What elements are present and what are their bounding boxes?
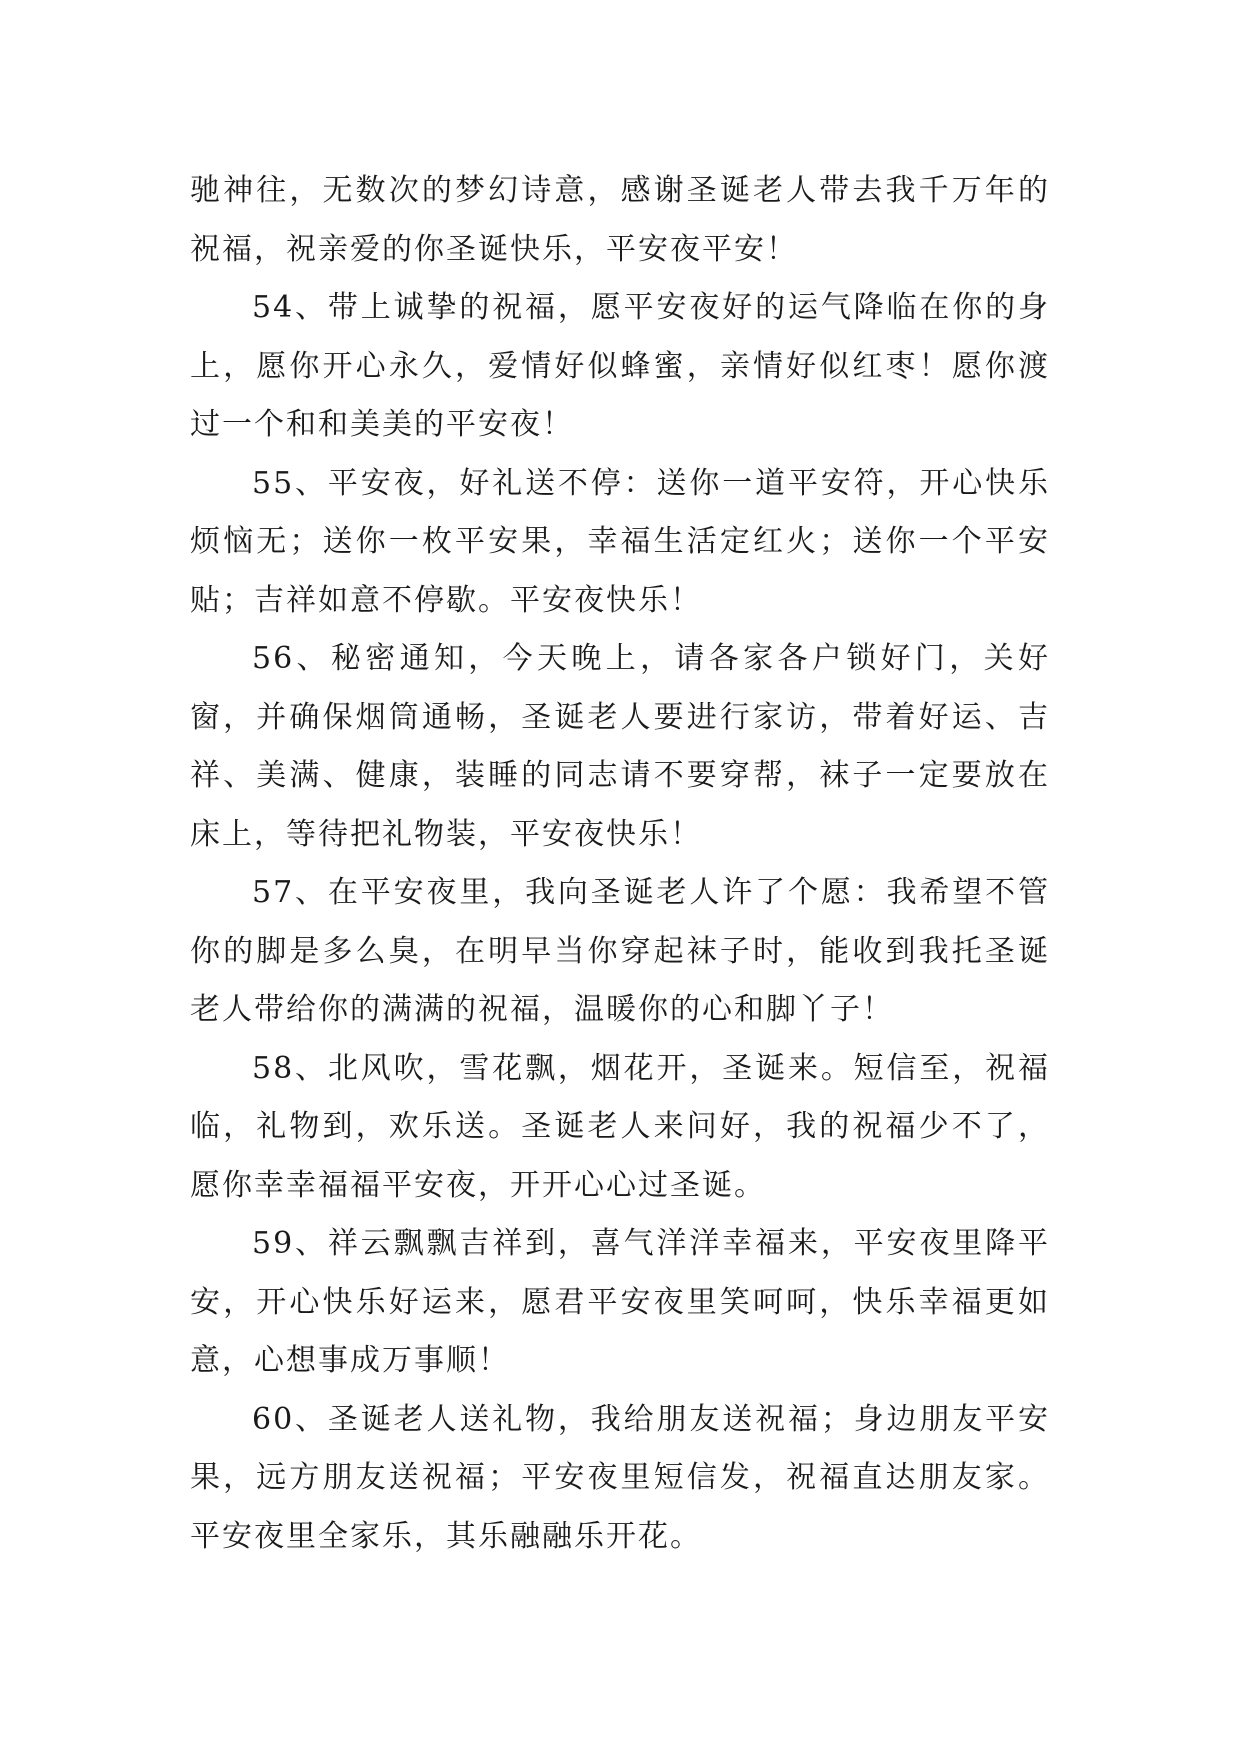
- paragraph-continuation: 驰神往，无数次的梦幻诗意，感谢圣诞老人带去我千万年的祝福，祝亲爱的你圣诞快乐，平安夜平安！: [190, 173, 1050, 267]
- paragraph-55: 55、平安夜，好礼送不停：送你一道平安符，开心快乐烦恼无；送你一枚平安果，幸福生活定红火；送你一个平安贴；吉祥如意不停歇。平安夜快乐！: [190, 465, 1050, 618]
- document-body: [190, 162, 1050, 1566]
- paragraph-58: 58、北风吹，雪花飘，烟花开，圣诞来。短信至，祝福临，礼物到，欢乐送。圣诞老人来问好，我的祝福少不了，愿你幸幸福福平安夜，开开心心过圣诞。: [190, 1050, 1050, 1203]
- paragraph-54: 54、带上诚挚的祝福，愿平安夜好的运气降临在你的身上，愿你开心永久，爱情好似蜂蜜，亲情好似红枣！愿你渡过一个和和美美的平安夜！: [190, 290, 1050, 442]
- paragraph-56: 56、秘密通知，今天晚上，请各家各户锁好门，关好窗，并确保烟筒通畅，圣诞老人要进行家访，带着好运、吉祥、美满、健康，装睡的同志请不要穿帮，袜子一定要放在床上，等待把礼物装，平安夜快乐！: [190, 641, 1050, 852]
- paragraph-60: 60、圣诞老人送礼物，我给朋友送祝福；身边朋友平安果，远方朋友送祝福；平安夜里短信发，祝福直达朋友家。平安夜里全家乐，其乐融融乐开花。: [190, 1401, 1050, 1554]
- paragraph-57: 57、在平安夜里，我向圣诞老人许了个愿：我希望不管你的脚是多么臭，在明早当你穿起袜子时，能收到我托圣诞老人带给你的满满的祝福，温暖你的心和脚丫子！: [190, 875, 1050, 1027]
- paragraph-59: 59、祥云飘飘吉祥到，喜气洋洋幸福来，平安夜里降平安，开心快乐好运来，愿君平安夜里笑呵呵，快乐幸福更如意，心想事成万事顺！: [190, 1226, 1050, 1378]
